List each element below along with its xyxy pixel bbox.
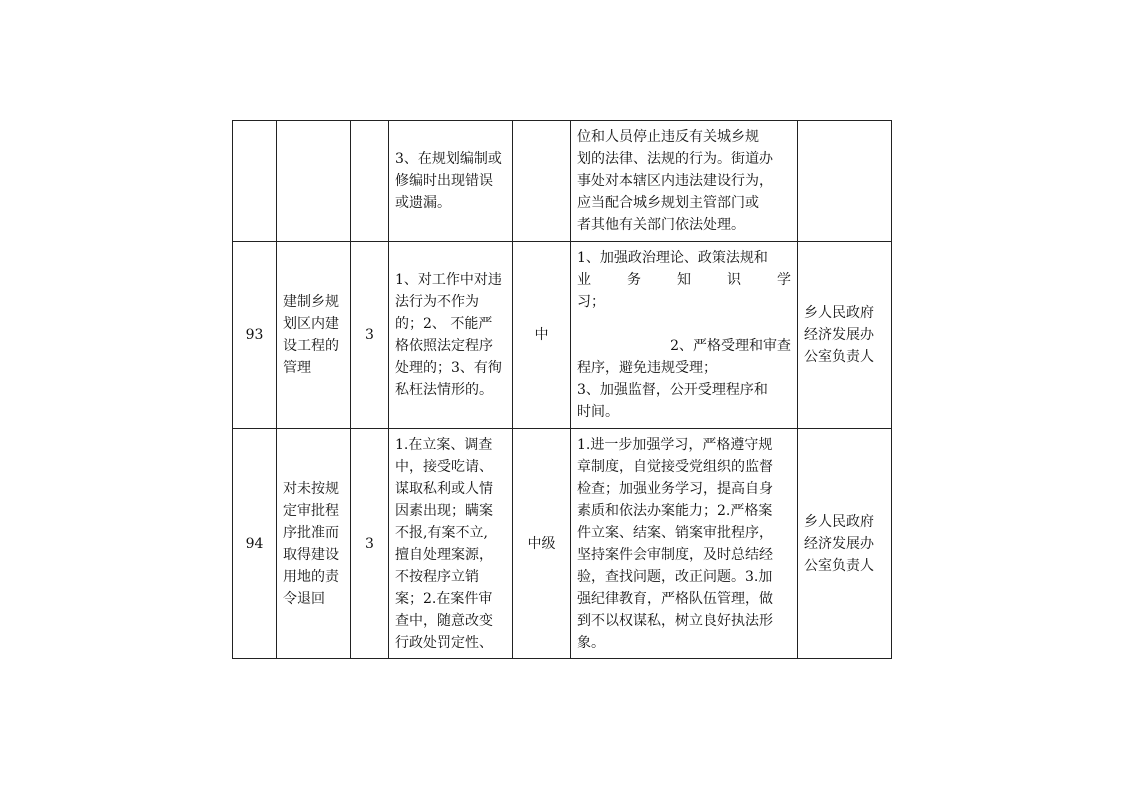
measure-line: 应当配合城乡规划主管部门或: [577, 195, 759, 211]
measure-line: 到不以权谋私，树立良好执法形: [577, 612, 773, 629]
measure-line: 件立案、结案、销案审批程序，: [577, 524, 773, 541]
measure-line: 1、加强政治理论、政策法规和: [577, 250, 768, 266]
responsible-person-cell: [798, 429, 892, 659]
measure-line: 程序，避免违规受理；: [577, 360, 717, 376]
responsible-person-cell: [798, 242, 892, 429]
risk-line: 不按程序立销: [395, 568, 479, 585]
measure-line: 1.进一步加强学习，严格遵守规: [577, 436, 773, 453]
risk-line: 的；2、 不能严: [395, 316, 493, 332]
score-cell: [351, 121, 389, 242]
measure-line: 者其他有关部门依法处理。: [577, 217, 745, 233]
measure-line: 2、严格受理和审查: [670, 338, 791, 354]
responsible-line: 乡人民政府: [804, 513, 874, 530]
risk-level-cell: 中: [513, 242, 571, 429]
measure-line: 章制度，自觉接受党组织的监督: [577, 458, 773, 475]
measure-line: 3、加强监督，公开受理程序和: [577, 382, 768, 398]
item-name-cell: 建制乡规划区内建设工程的管理: [277, 242, 351, 429]
score-cell: 3: [351, 242, 389, 429]
measure-line: 坚持案件会审制度，及时总结经: [577, 546, 773, 563]
table-row: [233, 121, 892, 242]
risk-line: 因素出现；瞒案: [395, 502, 493, 519]
risk-line: 行政处罚定性、: [395, 634, 493, 651]
score-cell: 3: [351, 429, 389, 659]
responsible-line: 公室负责人: [804, 557, 874, 574]
responsible-line: 乡人民政府: [804, 305, 874, 321]
measure-line: 象。: [577, 634, 605, 651]
risk-line: 处理的；3、有徇: [395, 360, 502, 376]
responsible-line: 经济发展办: [804, 535, 874, 552]
risk-line: 案；2.在案件审: [395, 590, 493, 607]
measure-line: 事处对本辖区内违法建设行为，: [577, 173, 773, 189]
risk-line: 修编时出现错误: [395, 173, 493, 189]
risk-line: 谋取私利或人情: [395, 480, 493, 497]
risk-description-cell: [389, 429, 513, 659]
risk-line: 不报,有案不立,: [395, 524, 488, 541]
item-name-cell: 对未按规定审批程序批准而取得建设用地的责令退回: [277, 429, 351, 659]
risk-line: 法行为不作为: [395, 294, 479, 310]
risk-line: 1.在立案、调查: [395, 436, 493, 453]
risk-line: 3、在规划编制或: [395, 151, 502, 167]
item-name-cell: [277, 121, 351, 242]
risk-description-cell: [389, 121, 513, 242]
risk-line: 擅自处理案源，: [395, 546, 493, 563]
measure-line: 强纪律教育，严格队伍管理，做: [577, 590, 773, 607]
prevention-measures-cell: [571, 429, 798, 659]
table-row: [233, 429, 892, 659]
responsible-line: 公室负责人: [804, 349, 874, 365]
measure-line: 素质和依法办案能力；2.严格案: [577, 502, 773, 519]
row-number-cell: [233, 121, 277, 242]
responsible-person-cell: [798, 121, 892, 242]
risk-line: 1、对工作中对违: [395, 272, 502, 288]
row-number-cell: 93: [233, 242, 277, 429]
risk-line: 私枉法情形的。: [395, 382, 493, 398]
prevention-measures-cell: [571, 242, 798, 429]
measure-line: 业 务 知 识 学: [577, 272, 791, 288]
prevention-measures-cell: [571, 121, 798, 242]
risk-line: 格依照法定程序: [395, 338, 493, 354]
risk-level-cell: 中级: [513, 429, 571, 659]
row-number-cell: 94: [233, 429, 277, 659]
measure-line: 验，查找问题，改正问题。3.加: [577, 568, 773, 585]
risk-line: 中，接受吃请、: [395, 458, 493, 475]
risk-line: 查中，随意改变: [395, 612, 493, 629]
measure-line: 划的法律、法规的行为。街道办: [577, 151, 773, 167]
risk-description-cell: [389, 242, 513, 429]
risk-level-cell: [513, 121, 571, 242]
measure-line: 检查；加强业务学习，提高自身: [577, 480, 773, 497]
measure-line: 时间。: [577, 404, 619, 420]
duty-risk-table: [232, 120, 892, 659]
measure-line: 位和人员停止违反有关城乡规: [577, 129, 759, 145]
responsible-line: 经济发展办: [804, 327, 874, 343]
measure-line: 习；: [577, 294, 605, 310]
risk-line: 或遗漏。: [395, 195, 451, 211]
table-row: [233, 242, 892, 429]
measure-line: [577, 313, 791, 335]
